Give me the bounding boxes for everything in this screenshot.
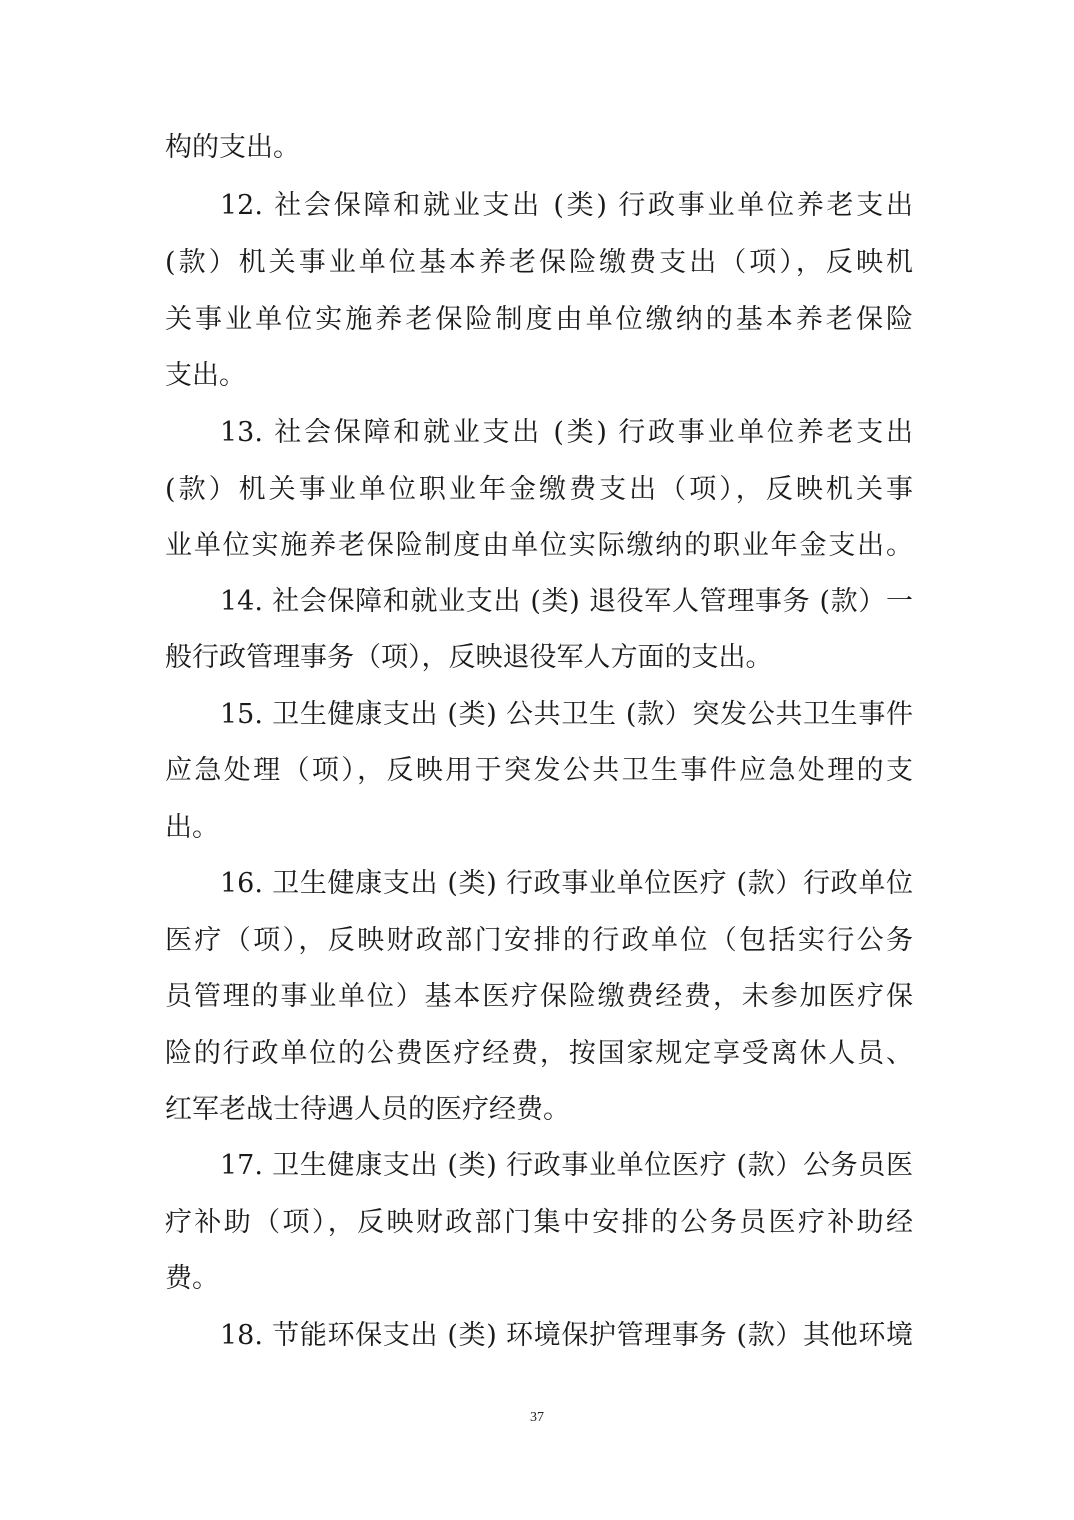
text-line: 支出。 <box>165 360 246 391</box>
text-line: 应急处理（项），反映用于突发公共卫生事件应急处理的支 <box>165 755 913 786</box>
text-line: 构的支出。 <box>165 132 300 163</box>
text-line: 17. 卫生健康支出 (类) 行政事业单位医疗 (款）公务员医 <box>220 1150 913 1181</box>
text-line: 16. 卫生健康支出 (类) 行政事业单位医疗 (款）行政单位 <box>220 868 913 899</box>
page-number: 37 <box>530 1410 544 1425</box>
text-line: 14. 社会保障和就业支出 (类) 退役军人管理事务 (款）一 <box>220 586 913 617</box>
text-line: 15. 卫生健康支出 (类) 公共卫生 (款）突发公共卫生事件 <box>220 699 913 730</box>
text-line: 红军老战士待遇人员的医疗经费。 <box>165 1094 570 1125</box>
text-line: 险的行政单位的公费医疗经费，按国家规定享受离休人员、 <box>165 1038 913 1069</box>
text-line: 12. 社会保障和就业支出 (类) 行政事业单位养老支出 <box>220 190 913 221</box>
text-line: 关事业单位实施养老保险制度由单位缴纳的基本养老保险 <box>165 304 913 335</box>
text-line: (款）机关事业单位基本养老保险缴费支出（项），反映机 <box>165 247 913 278</box>
text-line: 13. 社会保障和就业支出 (类) 行政事业单位养老支出 <box>220 417 913 448</box>
text-line: 出。 <box>165 812 219 843</box>
text-line: 业单位实施养老保险制度由单位实际缴纳的职业年金支出。 <box>165 530 913 561</box>
text-line: 18. 节能环保支出 (类) 环境保护管理事务 (款）其他环境 <box>220 1320 913 1351</box>
text-line: 疗补助（项），反映财政部门集中安排的公务员医疗补助经 <box>165 1207 913 1238</box>
text-line: (款）机关事业单位职业年金缴费支出（项），反映机关事 <box>165 474 913 505</box>
text-line: 员管理的事业单位）基本医疗保险缴费经费，未参加医疗保 <box>165 981 913 1012</box>
text-line: 医疗（项），反映财政部门安排的行政单位（包括实行公务 <box>165 925 913 956</box>
text-line: 般行政管理事务（项），反映退役军人方面的支出。 <box>165 642 773 673</box>
text-line: 费。 <box>165 1263 219 1294</box>
